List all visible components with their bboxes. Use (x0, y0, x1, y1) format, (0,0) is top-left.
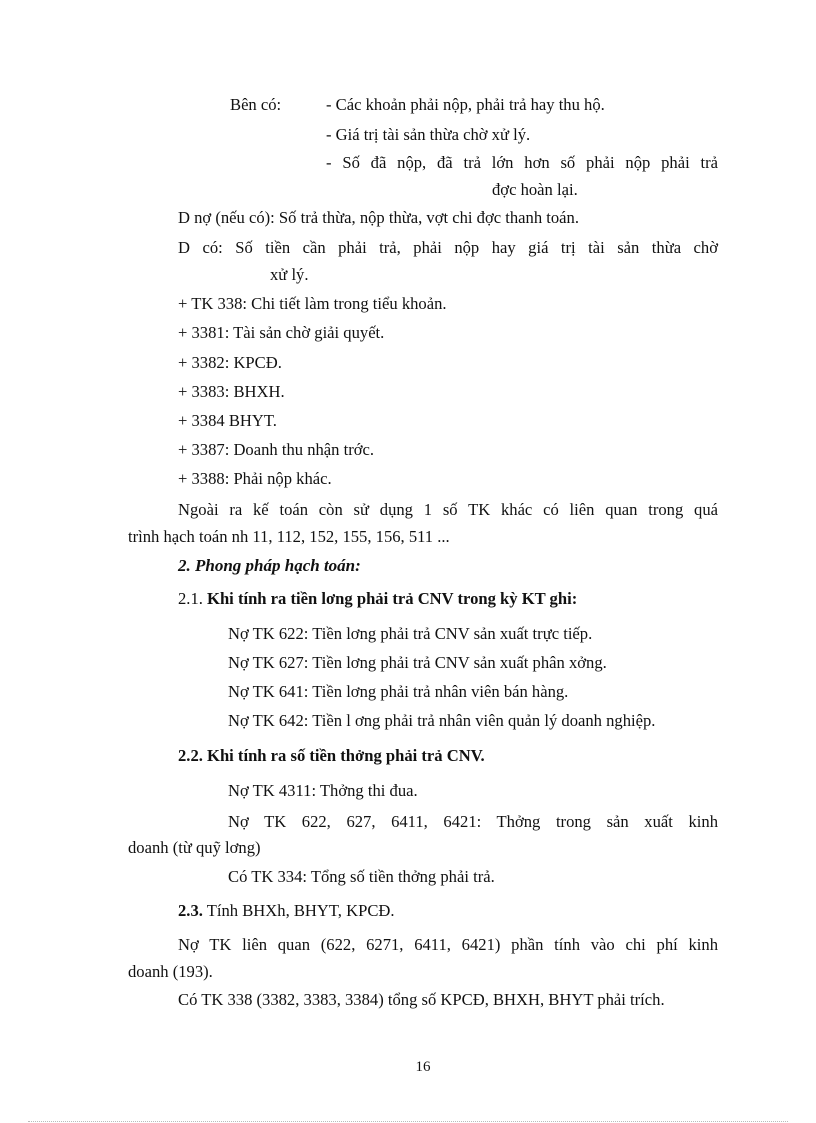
entry-line: Nợ TK 622: Tiền lơng phải trả CNV sản xuất trực tiếp. (228, 624, 593, 643)
entry-line: Nợ TK liên quan (622, 6271, 6411, 6421) phần tính vào chi phí kinh (178, 935, 718, 954)
account-item: + 3384 BHYT. (178, 411, 277, 430)
du-co-line: D có: Số tiền cần phải trả, phải nộp hay giá trị tài sản thừa chờ (178, 238, 718, 257)
entry-line: doanh (từ quỹ lơng) (128, 838, 261, 857)
ben-co-item: - Giá trị tài sản thừa chờ xử lý. (326, 125, 531, 144)
ben-co-item: - Số đã nộp, đã trả lớn hơn số phải nộp phải trả (326, 153, 718, 172)
account-item: + 3381: Tài sản chờ giải quyết. (178, 323, 385, 342)
section-2-1-heading (178, 589, 577, 609)
du-no-line: D nợ (nếu có): Số trả thừa, nộp thừa, vợt chi đợc thanh toán. (178, 208, 579, 227)
ben-co-item: đợc hoàn lại. (492, 180, 578, 199)
account-item: + 3383: BHXH. (178, 382, 285, 401)
entry-line: Nợ TK 642: Tiền l ơng phải trả nhân viên quản lý doanh nghiệp. (228, 711, 656, 730)
section-2-3-heading (178, 901, 395, 921)
entry-line: Nợ TK 4311: Thởng thi đua. (228, 781, 418, 800)
page-border (28, 1121, 788, 1122)
section-2-3-text: Tính BHXh, BHYT, KPCĐ. (206, 901, 395, 920)
entry-line: Có TK 334: Tổng số tiền thởng phải trả. (228, 867, 495, 886)
section-2-2-heading: 2.2. Khi tính ra số tiền thởng phải trả CNV. (178, 746, 485, 765)
entry-line: Nợ TK 627: Tiền lơng phải trả CNV sản xuất phân xởng. (228, 653, 607, 672)
page-number: 16 (415, 1059, 431, 1075)
du-co-line: xử lý. (270, 265, 309, 284)
ben-co-item: - Các khoản phải nộp, phải trả hay thu hộ. (326, 95, 605, 114)
entry-line: Nợ TK 641: Tiền lơng phải trả nhân viên bán hàng. (228, 682, 569, 701)
entry-line: doanh (193). (128, 962, 213, 981)
ben-co-label: Bên có: (230, 95, 282, 114)
account-item: + 3382: KPCĐ. (178, 353, 282, 372)
entry-line: Nợ TK 622, 627, 6411, 6421: Thởng trong sản xuất kinh (228, 812, 718, 831)
section-2-title: 2. Phong pháp hạch toán: (178, 556, 361, 575)
section-2-3-number: 2.3. (178, 901, 203, 920)
account-item: + 3387: Doanh thu nhận trớc. (178, 440, 375, 459)
account-item: + TK 338: Chi tiết làm trong tiểu khoản. (178, 294, 447, 313)
entry-line: Có TK 338 (3382, 3383, 3384) tổng số KPCĐ, BHXH, BHYT phải trích. (178, 990, 665, 1009)
ngoai-ra-paragraph: Ngoài ra kế toán còn sử dụng 1 số TK khác có liên quan trong quá (178, 500, 718, 519)
section-2-1-number: 2.1. (178, 589, 203, 608)
account-item: + 3388: Phải nộp khác. (178, 469, 332, 488)
section-2-1-text: Khi tính ra tiền lơng phải trả CNV trong kỳ KT ghi: (207, 589, 578, 608)
ngoai-ra-paragraph: trình hạch toán nh 11, 112, 152, 155, 156, 511 ... (128, 527, 450, 546)
